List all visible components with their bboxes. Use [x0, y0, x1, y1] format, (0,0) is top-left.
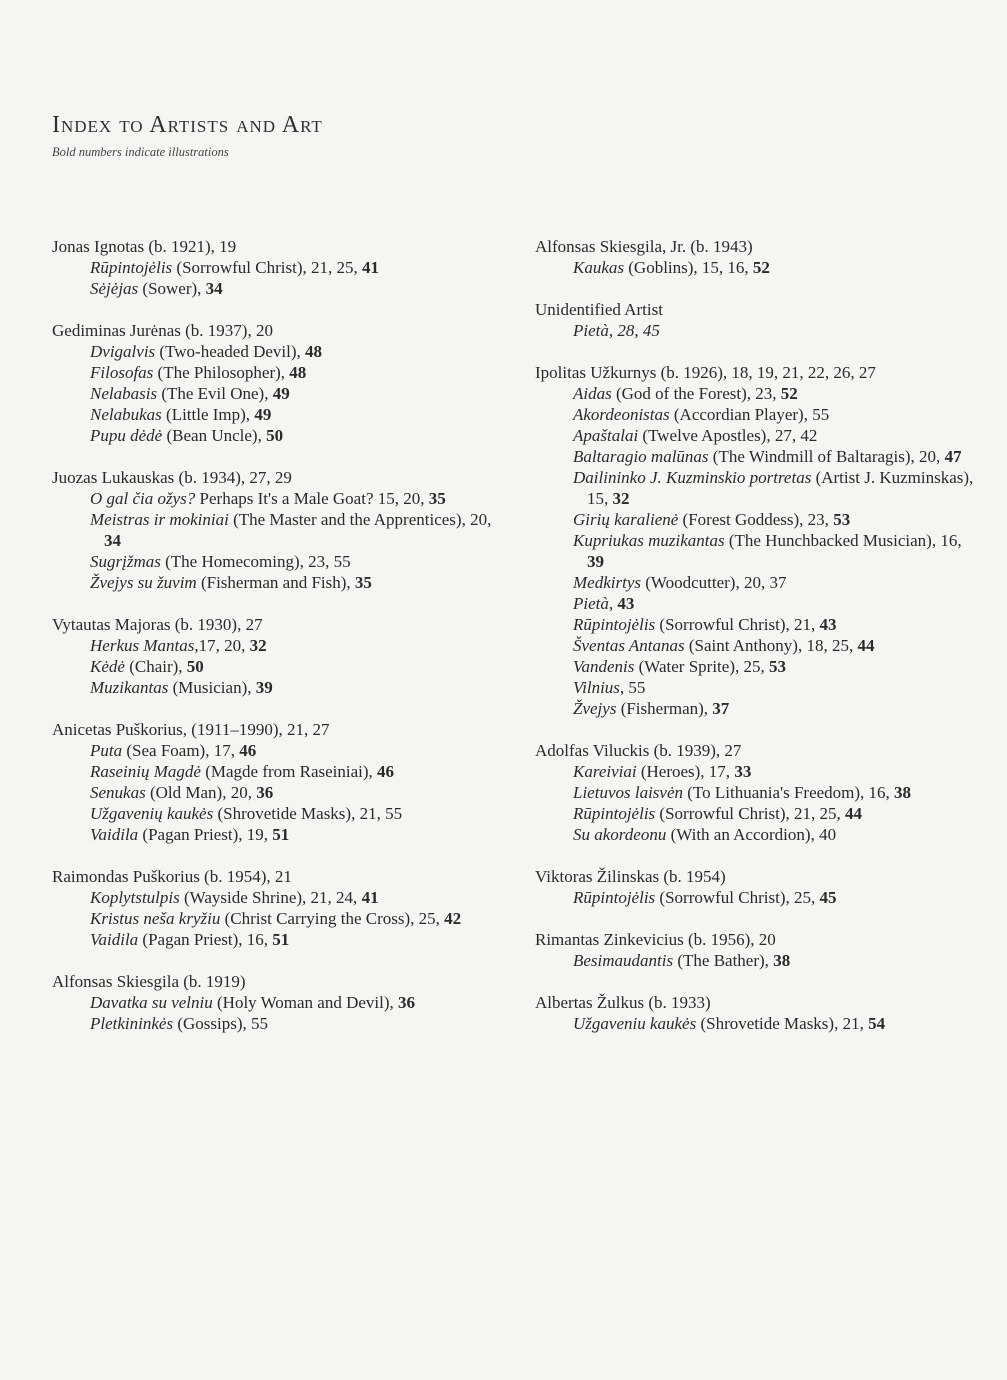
illustration-page-number: 43 — [819, 615, 837, 634]
illustration-page-number: 47 — [944, 447, 962, 466]
artwork-description: (Water Sprite), 25, — [634, 657, 769, 676]
artist-name: Anicetas Puškorius, (1911–1990), 21, 27 — [52, 720, 330, 739]
illustration-page-number: 35 — [428, 489, 446, 508]
artwork-title: Vaidila — [90, 825, 139, 844]
artwork-description: (Sea Foam), 17, — [122, 741, 240, 760]
artist-entry — [535, 362, 975, 719]
artwork-title: Kėdė — [90, 657, 125, 676]
artwork-description: (The Master and the Apprentices), 20, — [228, 510, 492, 529]
illustration-page-number: 42 — [444, 909, 462, 928]
artwork-entry — [535, 257, 975, 278]
artwork-title: Dailininko J. Kuzminskio portretas — [573, 468, 812, 487]
artwork-description: (Magde from Raseiniai), — [200, 762, 378, 781]
artist-entry — [52, 236, 492, 299]
artwork-title: Pietà — [573, 594, 609, 613]
artist-name: Adolfas Viluckis (b. 1939), 27 — [535, 741, 742, 760]
artist-name: Viktoras Žilinskas (b. 1954) — [535, 867, 726, 886]
illustration-page-number: 39 — [587, 552, 604, 571]
artwork-title: Pupu dėdė — [90, 426, 163, 445]
artwork-entry — [52, 362, 492, 383]
illustration-page-number: 41 — [361, 888, 379, 907]
illustration-page-number: 37 — [712, 699, 730, 718]
illustration-page-number: 38 — [894, 783, 912, 802]
artwork-entry — [52, 929, 492, 950]
artwork-description: (Shrovetide Masks), 21, 55 — [213, 804, 403, 823]
artwork-title: Nelabasis — [90, 384, 158, 403]
artwork-title: Pletkininkės — [90, 1014, 174, 1033]
artwork-description: (The Philosopher), — [153, 363, 290, 382]
artist-name: Juozas Lukauskas (b. 1934), 27, 29 — [52, 468, 292, 487]
artwork-entry — [52, 740, 492, 761]
artist-entry — [535, 236, 975, 278]
artwork-entry — [52, 257, 492, 278]
artwork-entry — [52, 635, 492, 656]
artwork-description: (Artist J. Kuzminskas), 15, — [587, 468, 974, 508]
artwork-entry — [535, 320, 975, 341]
artwork-description: (To Lithuania's Freedom), 16, — [683, 783, 895, 802]
artwork-entry — [52, 782, 492, 803]
artwork-entry — [535, 593, 975, 614]
artwork-entry — [52, 404, 492, 425]
artwork-description: , — [608, 594, 618, 613]
artwork-entry — [52, 383, 492, 404]
illustration-page-number: 48 — [289, 363, 307, 382]
artwork-title: Nelabukas — [90, 405, 162, 424]
artist-name: Raimondas Puškorius (b. 1954), 21 — [52, 867, 292, 886]
artwork-description: ,17, 20, — [194, 636, 250, 655]
illustration-page-number: 49 — [272, 384, 290, 403]
artwork-description: (Accordian Player), 55 — [669, 405, 830, 424]
illustration-page-number: 45 — [819, 888, 837, 907]
artwork-title: Kristus neša kryžiu — [90, 909, 221, 928]
artwork-description: (Musician), — [168, 678, 256, 697]
artist-entry — [52, 320, 492, 446]
artist-entry — [52, 719, 492, 845]
artist-name: Albertas Žulkus (b. 1933) — [535, 993, 711, 1012]
artwork-entry — [535, 614, 975, 635]
artwork-entry — [535, 467, 975, 509]
illustration-page-number: 50 — [266, 426, 284, 445]
artwork-description: (With an Accordion), 40 — [666, 825, 837, 844]
artwork-title: Rūpintojėlis — [573, 804, 656, 823]
artwork-title: Vandenis — [573, 657, 635, 676]
page-subtitle: Bold numbers indicate illustrations — [52, 145, 229, 159]
artist-entry — [535, 299, 975, 341]
artwork-entry — [535, 425, 975, 446]
artwork-description: (Twelve Apostles), 27, 42 — [638, 426, 818, 445]
artwork-title: Aidas — [573, 384, 612, 403]
artwork-description: (Woodcutter), 20, 37 — [640, 573, 787, 592]
artwork-description: (The Homecoming), 23, 55 — [160, 552, 351, 571]
artwork-description: (Sower), — [138, 279, 206, 298]
illustration-page-number: 44 — [845, 804, 862, 823]
artwork-entry — [535, 887, 975, 908]
illustration-page-number: 48 — [305, 342, 323, 361]
artwork-title: Kupriukas muzikantas — [573, 531, 725, 550]
artwork-entry — [52, 803, 492, 824]
index-column-right — [535, 236, 975, 1055]
artwork-entry — [535, 782, 975, 803]
artwork-entry — [535, 1013, 975, 1034]
artwork-entry — [535, 383, 975, 404]
artwork-title: Žvejys su žuvim — [90, 573, 197, 592]
artwork-description: (Fisherman and Fish), — [196, 573, 355, 592]
artwork-entry — [535, 824, 975, 845]
artwork-description: (Sorrowful Christ), 25, — [655, 888, 820, 907]
artist-entry — [52, 971, 492, 1034]
artwork-entry — [52, 551, 492, 572]
artwork-description: (Bean Uncle), — [162, 426, 267, 445]
artwork-description: (God of the Forest), 23, — [611, 384, 781, 403]
artwork-description: (Wayside Shrine), 21, 24, — [179, 888, 362, 907]
artwork-description: (The Evil One), — [157, 384, 273, 403]
illustration-page-number: 32 — [612, 489, 630, 508]
artwork-entry — [535, 530, 975, 572]
illustration-page-number: 53 — [833, 510, 851, 529]
illustration-page-number: 54 — [868, 1014, 886, 1033]
artwork-description: (Christ Carrying the Cross), 25, — [220, 909, 445, 928]
artist-entry — [535, 866, 975, 908]
artwork-title: Rūpintojėlis — [573, 888, 656, 907]
artwork-title: Užgaveniu kaukės — [573, 1014, 697, 1033]
artwork-description: (Gossips), 55 — [173, 1014, 268, 1033]
artwork-title: Sėjėjas — [90, 279, 139, 298]
artwork-entry — [52, 425, 492, 446]
illustration-page-number: 36 — [256, 783, 274, 802]
illustration-page-number: 35 — [354, 573, 372, 592]
artwork-title: Senukas — [90, 783, 146, 802]
artist-entry — [52, 614, 492, 698]
artwork-entry — [52, 341, 492, 362]
artwork-title: Kaukas — [573, 258, 624, 277]
artwork-title: Girių karalienė — [573, 510, 679, 529]
artwork-entry — [52, 656, 492, 677]
artwork-entry — [52, 1013, 492, 1034]
artist-name: Ipolitas Užkurnys (b. 1926), 18, 19, 21, 22, 26, 27 — [535, 363, 876, 382]
artwork-description: (Holy Woman and Devil), — [212, 993, 399, 1012]
artwork-description: (Forest Goddess), 23, — [678, 510, 834, 529]
artwork-title: Medkirtys — [573, 573, 641, 592]
illustration-page-number: 46 — [239, 741, 257, 760]
artwork-description: (Pagan Priest), 19, — [138, 825, 273, 844]
artwork-entry — [535, 509, 975, 530]
artwork-title: Šventas Antanas — [573, 636, 685, 655]
illustration-page-number: 34 — [205, 279, 223, 298]
artwork-description: (Sorrowful Christ), 21, 25, — [655, 804, 845, 823]
artwork-entry — [535, 635, 975, 656]
illustration-page-number: 32 — [249, 636, 267, 655]
artwork-entry — [52, 572, 492, 593]
artwork-title: Baltaragio malūnas — [573, 447, 709, 466]
artwork-description: (Goblins), 15, 16, — [624, 258, 753, 277]
artwork-title: Vilnius — [573, 678, 620, 697]
artwork-title: Žvejys — [573, 699, 617, 718]
artwork-title: Lietuvos laisvėn — [573, 783, 684, 802]
artwork-entry — [52, 677, 492, 698]
artwork-entry — [535, 572, 975, 593]
artwork-title: Koplytstulpis — [90, 888, 180, 907]
illustration-page-number: 34 — [104, 531, 121, 550]
index-column-left — [52, 236, 492, 1055]
illustration-page-number: 49 — [254, 405, 272, 424]
artwork-title: Su akordeonu — [573, 825, 667, 844]
artist-entry — [535, 992, 975, 1034]
artist-entry — [52, 467, 492, 593]
page-title: Index to Artists and Art — [52, 112, 323, 138]
artwork-title: Besimaudantis — [573, 951, 674, 970]
artwork-title: Muzikantas — [90, 678, 169, 697]
artist-entry — [52, 866, 492, 950]
artist-name: Alfonsas Skiesgila (b. 1919) — [52, 972, 246, 991]
illustration-page-number: 52 — [780, 384, 798, 403]
artwork-title: Užgavenių kaukės — [90, 804, 214, 823]
artwork-entry — [535, 761, 975, 782]
artwork-title: Dvigalvis — [90, 342, 156, 361]
illustration-page-number: 41 — [362, 258, 379, 277]
artwork-description: (The Windmill of Baltaragis), 20, — [708, 447, 945, 466]
artwork-title: Sugrįžmas — [90, 552, 161, 571]
artwork-title: Raseinių Magdė — [90, 762, 201, 781]
artwork-description: (Sorrowful Christ), 21, 25, — [172, 258, 362, 277]
illustration-page-number: 39 — [255, 678, 273, 697]
artwork-entry — [52, 488, 492, 509]
illustration-page-number: 36 — [398, 993, 416, 1012]
illustration-page-number: 44 — [857, 636, 875, 655]
artwork-title: Rūpintojėlis — [573, 615, 656, 634]
artist-name: Alfonsas Skiesgila, Jr. (b. 1943) — [535, 237, 753, 256]
artwork-description: (Two-headed Devil), — [155, 342, 306, 361]
artwork-entry — [535, 446, 975, 467]
artwork-title: Davatka su velniu — [90, 993, 213, 1012]
artwork-title: Herkus Mantas — [90, 636, 195, 655]
artwork-title: Rūpintojėlis — [90, 258, 173, 277]
artist-name: Gediminas Jurėnas (b. 1937), 20 — [52, 321, 273, 340]
illustration-page-number: 46 — [377, 762, 395, 781]
artwork-description: (Sorrowful Christ), 21, — [655, 615, 820, 634]
artwork-entry — [52, 824, 492, 845]
artwork-title: Puta — [90, 741, 123, 760]
artwork-description: (The Hunchbacked Musician), 16, — [724, 531, 962, 550]
artwork-entry — [535, 677, 975, 698]
artwork-title: Filosofas — [90, 363, 154, 382]
illustration-page-number: 52 — [752, 258, 770, 277]
artwork-entry — [52, 509, 492, 551]
artwork-description: (Little Imp), — [161, 405, 255, 424]
artwork-title: Meistras ir mokiniai — [90, 510, 229, 529]
artwork-title: Akordeonistas — [573, 405, 670, 424]
artist-name: Rimantas Zinkevicius (b. 1956), 20 — [535, 930, 776, 949]
illustration-page-number: 43 — [617, 594, 635, 613]
artwork-description: (The Bather), — [673, 951, 774, 970]
illustration-page-number: 33 — [734, 762, 752, 781]
illustration-page-number: 50 — [186, 657, 204, 676]
artwork-entry — [535, 950, 975, 971]
illustration-page-number: 38 — [773, 951, 791, 970]
illustration-page-number: 53 — [768, 657, 786, 676]
artwork-entry — [535, 656, 975, 677]
artwork-entry — [535, 698, 975, 719]
artwork-description: (Fisherman), — [616, 699, 713, 718]
artwork-entry — [52, 278, 492, 299]
artwork-entry — [52, 761, 492, 782]
artwork-entry — [52, 992, 492, 1013]
artwork-description: (Shrovetide Masks), 21, — [696, 1014, 869, 1033]
illustration-page-number: 51 — [272, 825, 290, 844]
artwork-title: Pietà, 28, 45 — [573, 321, 660, 340]
artist-name: Jonas Ignotas (b. 1921), 19 — [52, 237, 237, 256]
artwork-entry — [535, 404, 975, 425]
artwork-title: Kareiviai — [573, 762, 637, 781]
illustration-page-number: 51 — [272, 930, 290, 949]
artwork-description: Perhaps It's a Male Goat? 15, 20, — [195, 489, 429, 508]
artist-name: Unidentified Artist — [535, 300, 663, 319]
artwork-description: (Old Man), 20, — [145, 783, 257, 802]
artist-entry — [535, 929, 975, 971]
artwork-description: (Pagan Priest), 16, — [138, 930, 273, 949]
artwork-description: , 55 — [619, 678, 646, 697]
artwork-description: (Chair), — [124, 657, 187, 676]
artwork-entry — [52, 887, 492, 908]
artist-name: Vytautas Majoras (b. 1930), 27 — [52, 615, 263, 634]
artwork-description: (Heroes), 17, — [636, 762, 735, 781]
artwork-title: Apaštalai — [573, 426, 639, 445]
artwork-title: Vaidila — [90, 930, 139, 949]
artwork-entry — [52, 908, 492, 929]
artist-entry — [535, 740, 975, 845]
artwork-entry — [535, 803, 975, 824]
artwork-title: O gal čia ožys? — [90, 489, 196, 508]
artwork-description: (Saint Anthony), 18, 25, — [684, 636, 858, 655]
